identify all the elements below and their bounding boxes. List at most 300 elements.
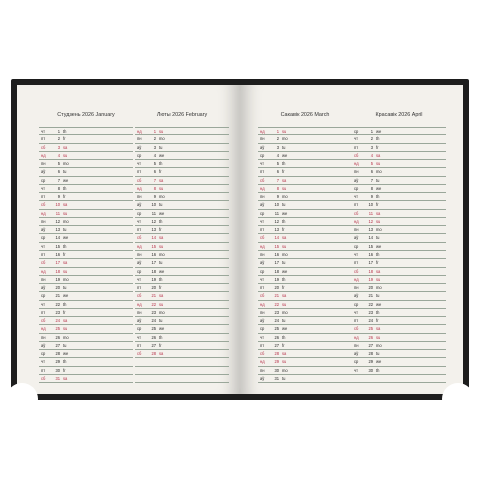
day-abbrev: th	[159, 161, 163, 167]
weekday-label: сб	[260, 293, 265, 299]
day-row	[39, 226, 133, 234]
day-row	[39, 160, 133, 168]
day-row	[352, 201, 446, 209]
day-row	[258, 243, 352, 251]
day-number: 10	[368, 202, 373, 208]
day-row	[352, 193, 446, 201]
day-number: 30	[55, 367, 60, 373]
day-number: 12	[274, 218, 279, 224]
weekday-label: пт	[41, 251, 46, 257]
day-row	[258, 259, 352, 267]
day-row	[352, 251, 446, 259]
weekday-label: аў	[354, 351, 359, 357]
day-abbrev: sa	[159, 235, 164, 241]
day-number: 5	[276, 161, 279, 167]
day-row	[39, 342, 133, 350]
corner-cutout-left	[6, 383, 38, 415]
day-abbrev: sa	[159, 351, 164, 357]
day-number: 30	[368, 367, 373, 373]
day-number: 8	[57, 185, 60, 191]
day-row	[258, 226, 352, 234]
day-number: 11	[151, 210, 156, 216]
day-abbrev: th	[376, 194, 380, 200]
weekday-label: чт	[41, 359, 46, 365]
day-number: 17	[368, 260, 373, 266]
weekday-label: ср	[137, 210, 142, 216]
day-row	[352, 160, 446, 168]
day-number: 23	[274, 309, 279, 315]
day-number: 9	[57, 194, 60, 200]
weekday-label: сб	[260, 351, 265, 357]
weekday-label: сб	[41, 318, 46, 324]
day-abbrev: th	[63, 359, 67, 365]
weekday-label: чт	[354, 136, 359, 142]
day-number: 11	[55, 210, 60, 216]
weekday-label: нд	[137, 243, 142, 249]
day-abbrev: tu	[282, 318, 286, 324]
month-title-january: Студзень 2026 January	[57, 112, 115, 118]
day-row	[258, 234, 352, 242]
weekday-label: пт	[41, 309, 46, 315]
day-abbrev: mo	[282, 367, 288, 373]
day-abbrev: tu	[376, 177, 380, 183]
day-number: 6	[153, 169, 156, 175]
day-row	[39, 234, 133, 242]
weekday-label: нд	[41, 268, 46, 274]
day-abbrev: fr	[282, 342, 285, 348]
day-abbrev: tu	[159, 318, 163, 324]
day-abbrev: mo	[159, 194, 165, 200]
day-number: 10	[151, 202, 156, 208]
day-row	[258, 193, 352, 201]
day-number: 10	[274, 202, 279, 208]
day-abbrev: fr	[63, 194, 66, 200]
day-abbrev: mo	[376, 227, 382, 233]
month-column-march	[258, 127, 352, 383]
weekday-label: ср	[260, 326, 265, 332]
day-abbrev: th	[282, 218, 286, 224]
weekday-label: пн	[354, 169, 359, 175]
weekday-label: аў	[41, 227, 46, 233]
day-row	[258, 218, 352, 226]
weekday-label: сб	[260, 177, 265, 183]
day-number: 16	[55, 251, 60, 257]
day-number: 12	[151, 218, 156, 224]
weekday-label: чт	[354, 194, 359, 200]
weekday-label: пн	[354, 342, 359, 348]
day-number: 28	[368, 351, 373, 357]
day-number: 14	[368, 235, 373, 241]
day-row	[39, 334, 133, 342]
day-abbrev: sa	[282, 177, 287, 183]
day-row	[352, 168, 446, 176]
day-row	[352, 177, 446, 185]
day-abbrev: tu	[376, 351, 380, 357]
day-row	[135, 243, 229, 251]
day-row	[352, 152, 446, 160]
weekday-label: пн	[260, 309, 265, 315]
day-row	[258, 284, 352, 292]
day-number: 2	[276, 136, 279, 142]
day-abbrev: tu	[159, 144, 163, 150]
day-number: 1	[370, 129, 373, 134]
day-row	[135, 375, 229, 383]
weekday-label: ср	[137, 326, 142, 332]
weekday-label: нд	[41, 152, 46, 158]
weekday-label: ср	[137, 152, 142, 158]
day-abbrev: tu	[63, 169, 67, 175]
day-row	[39, 284, 133, 292]
day-abbrev: fr	[282, 285, 285, 291]
weekday-label: сб	[137, 293, 142, 299]
day-number: 12	[368, 218, 373, 224]
day-row	[135, 268, 229, 276]
day-number: 13	[55, 227, 60, 233]
day-abbrev: th	[63, 185, 67, 191]
weekday-label: пт	[41, 367, 46, 373]
day-abbrev: fr	[376, 260, 379, 266]
day-number: 29	[274, 359, 279, 365]
month-column-april	[352, 127, 446, 383]
weekday-label: чт	[354, 251, 359, 257]
weekday-label: чт	[41, 243, 46, 249]
day-number: 3	[153, 144, 156, 150]
day-row	[39, 325, 133, 333]
weekday-label: аў	[137, 260, 142, 266]
day-row	[258, 144, 352, 152]
day-row	[39, 243, 133, 251]
day-row	[352, 375, 446, 383]
day-abbrev: we	[63, 293, 69, 299]
day-abbrev: sa	[63, 144, 68, 150]
weekday-label: ср	[41, 177, 46, 183]
day-abbrev: fr	[159, 227, 162, 233]
day-abbrev: th	[159, 276, 163, 282]
day-abbrev: tu	[63, 342, 67, 348]
day-number: 26	[368, 334, 373, 340]
weekday-label: аў	[137, 202, 142, 208]
day-row	[39, 152, 133, 160]
day-abbrev: th	[282, 276, 286, 282]
day-number: 25	[368, 326, 373, 332]
day-number: 23	[151, 309, 156, 315]
day-row	[258, 268, 352, 276]
day-abbrev: th	[282, 334, 286, 340]
day-number: 1	[276, 129, 279, 134]
day-abbrev: su	[63, 210, 68, 216]
day-number: 4	[153, 152, 156, 158]
day-abbrev: tu	[282, 202, 286, 208]
day-abbrev: we	[282, 210, 288, 216]
day-row	[135, 367, 229, 375]
day-number: 25	[151, 326, 156, 332]
day-row	[39, 367, 133, 375]
day-abbrev: mo	[159, 309, 165, 315]
weekday-label: пт	[137, 342, 142, 348]
weekday-label: аў	[354, 293, 359, 299]
day-number: 6	[276, 169, 279, 175]
day-row	[352, 317, 446, 325]
day-abbrev: tu	[282, 375, 286, 381]
day-abbrev: su	[376, 276, 381, 282]
day-abbrev: tu	[63, 227, 67, 233]
day-abbrev: sa	[282, 235, 287, 241]
day-row	[258, 292, 352, 300]
day-row	[135, 144, 229, 152]
day-number: 11	[368, 210, 373, 216]
day-row	[135, 358, 229, 366]
day-row	[352, 135, 446, 143]
weekday-label: чт	[137, 161, 142, 167]
month-column-january	[39, 127, 133, 383]
right-page	[240, 85, 463, 394]
day-abbrev: we	[376, 301, 382, 307]
day-abbrev: su	[282, 301, 287, 307]
day-row	[135, 234, 229, 242]
day-row	[135, 325, 229, 333]
day-abbrev: th	[63, 129, 67, 134]
day-number: 18	[151, 268, 156, 274]
day-row	[39, 375, 133, 383]
day-row	[135, 284, 229, 292]
day-row	[258, 152, 352, 160]
day-number: 31	[274, 375, 279, 381]
day-abbrev: th	[376, 136, 380, 142]
corner-cutout-right	[442, 383, 474, 415]
day-number: 19	[368, 276, 373, 282]
day-number: 3	[276, 144, 279, 150]
day-number: 22	[368, 301, 373, 307]
day-abbrev: th	[282, 161, 286, 167]
day-row	[258, 358, 352, 366]
day-number: 12	[55, 218, 60, 224]
weekday-label: сб	[137, 235, 142, 241]
day-row	[258, 135, 352, 143]
day-number: 29	[368, 359, 373, 365]
day-number: 13	[151, 227, 156, 233]
weekday-label: пт	[354, 144, 359, 150]
day-abbrev: th	[376, 367, 380, 373]
day-number: 16	[368, 251, 373, 257]
day-number: 24	[55, 318, 60, 324]
day-number: 26	[274, 334, 279, 340]
day-abbrev: mo	[63, 334, 69, 340]
weekday-label: пт	[260, 285, 265, 291]
weekday-label: нд	[260, 301, 265, 307]
weekday-label: ср	[137, 268, 142, 274]
day-row	[39, 210, 133, 218]
day-abbrev: sa	[376, 210, 381, 216]
weekday-label: нд	[354, 334, 359, 340]
day-row	[135, 317, 229, 325]
weekday-label: чт	[137, 276, 142, 282]
day-number: 15	[55, 243, 60, 249]
day-abbrev: sa	[376, 152, 381, 158]
day-number: 9	[276, 194, 279, 200]
day-number: 20	[55, 285, 60, 291]
day-abbrev: su	[376, 218, 381, 224]
day-row	[135, 292, 229, 300]
day-number: 1	[57, 129, 60, 134]
day-number: 27	[151, 342, 156, 348]
day-number: 14	[151, 235, 156, 241]
day-row	[135, 276, 229, 284]
weekday-label: нд	[41, 210, 46, 216]
day-row	[39, 358, 133, 366]
weekday-label: пн	[260, 194, 265, 200]
weekday-label: ср	[41, 235, 46, 241]
weekday-label: пн	[260, 136, 265, 142]
weekday-label: ср	[260, 210, 265, 216]
weekday-label: пн	[41, 218, 46, 224]
day-abbrev: tu	[159, 202, 163, 208]
day-abbrev: su	[63, 268, 68, 274]
day-number: 2	[57, 136, 60, 142]
day-row	[39, 350, 133, 358]
weekday-label: чт	[137, 218, 142, 224]
day-number: 19	[151, 276, 156, 282]
day-row	[39, 268, 133, 276]
day-row	[258, 342, 352, 350]
day-row	[135, 201, 229, 209]
day-abbrev: fr	[376, 318, 379, 324]
day-row	[135, 160, 229, 168]
weekday-label: аў	[260, 318, 265, 324]
weekday-label: пн	[260, 251, 265, 257]
weekday-label: нд	[354, 276, 359, 282]
weekday-label: чт	[137, 334, 142, 340]
day-row	[39, 201, 133, 209]
weekday-label: пн	[41, 161, 46, 167]
day-abbrev: we	[282, 268, 288, 274]
day-number: 17	[55, 260, 60, 266]
day-number: 26	[151, 334, 156, 340]
day-row	[258, 375, 352, 383]
day-number: 25	[55, 326, 60, 332]
weekday-label: чт	[41, 301, 46, 307]
day-number: 24	[368, 318, 373, 324]
day-number: 16	[274, 251, 279, 257]
weekday-label: пн	[137, 136, 142, 142]
day-row	[258, 185, 352, 193]
day-number: 4	[370, 152, 373, 158]
day-row	[135, 127, 229, 135]
day-abbrev: mo	[376, 342, 382, 348]
day-abbrev: mo	[159, 136, 165, 142]
day-row	[135, 334, 229, 342]
weekday-label: ср	[354, 185, 359, 191]
day-number: 27	[55, 342, 60, 348]
weekday-label: пт	[354, 318, 359, 324]
day-number: 7	[276, 177, 279, 183]
day-abbrev: we	[376, 129, 382, 134]
day-row	[258, 334, 352, 342]
weekday-label: чт	[260, 334, 265, 340]
weekday-label: пн	[41, 334, 46, 340]
day-number: 4	[57, 152, 60, 158]
weekday-label: нд	[354, 218, 359, 224]
weekday-label: нд	[41, 326, 46, 332]
day-abbrev: we	[63, 351, 69, 357]
weekday-label: сб	[41, 375, 46, 381]
day-row	[352, 259, 446, 267]
day-abbrev: su	[159, 185, 164, 191]
day-row	[39, 276, 133, 284]
weekday-label: аў	[260, 375, 265, 381]
day-row	[258, 317, 352, 325]
day-number: 31	[55, 375, 60, 381]
day-row	[258, 325, 352, 333]
day-row	[39, 251, 133, 259]
day-number: 24	[274, 318, 279, 324]
day-row	[39, 301, 133, 309]
weekday-label: пн	[137, 309, 142, 315]
weekday-label: чт	[260, 276, 265, 282]
day-abbrev: sa	[159, 293, 164, 299]
weekday-label: нд	[260, 129, 265, 134]
day-number: 8	[370, 185, 373, 191]
left-page	[17, 85, 240, 394]
day-abbrev: su	[282, 243, 287, 249]
weekday-label: аў	[41, 342, 46, 348]
day-abbrev: tu	[376, 235, 380, 241]
day-row	[258, 350, 352, 358]
weekday-label: ср	[260, 268, 265, 274]
day-abbrev: sa	[63, 318, 68, 324]
weekday-label: чт	[260, 161, 265, 167]
day-row	[352, 325, 446, 333]
day-row	[39, 309, 133, 317]
weekday-label: сб	[354, 326, 359, 332]
weekday-label: нд	[354, 161, 359, 167]
weekday-label: аў	[41, 285, 46, 291]
day-abbrev: we	[159, 210, 165, 216]
weekday-label: чт	[354, 367, 359, 373]
weekday-label: сб	[41, 144, 46, 150]
day-number: 18	[274, 268, 279, 274]
day-row	[352, 210, 446, 218]
day-number: 6	[370, 169, 373, 175]
day-row	[258, 301, 352, 309]
day-number: 18	[55, 268, 60, 274]
weekday-label: аў	[41, 169, 46, 175]
day-row	[352, 218, 446, 226]
day-abbrev: fr	[63, 251, 66, 257]
day-abbrev: mo	[282, 251, 288, 257]
day-row	[135, 185, 229, 193]
day-abbrev: sa	[63, 202, 68, 208]
day-number: 2	[153, 136, 156, 142]
day-row	[39, 135, 133, 143]
day-number: 28	[55, 351, 60, 357]
weekday-label: ср	[354, 301, 359, 307]
weekday-label: аў	[260, 202, 265, 208]
weekday-label: пт	[137, 227, 142, 233]
weekday-label: сб	[137, 177, 142, 183]
day-number: 14	[274, 235, 279, 241]
day-number: 14	[55, 235, 60, 241]
day-abbrev: su	[282, 359, 287, 365]
day-row	[352, 243, 446, 251]
day-row	[39, 317, 133, 325]
day-abbrev: mo	[63, 276, 69, 282]
weekday-label: пн	[41, 276, 46, 282]
day-number: 5	[370, 161, 373, 167]
day-number: 3	[57, 144, 60, 150]
day-abbrev: su	[63, 152, 68, 158]
day-abbrev: fr	[63, 309, 66, 315]
day-abbrev: mo	[282, 136, 288, 142]
